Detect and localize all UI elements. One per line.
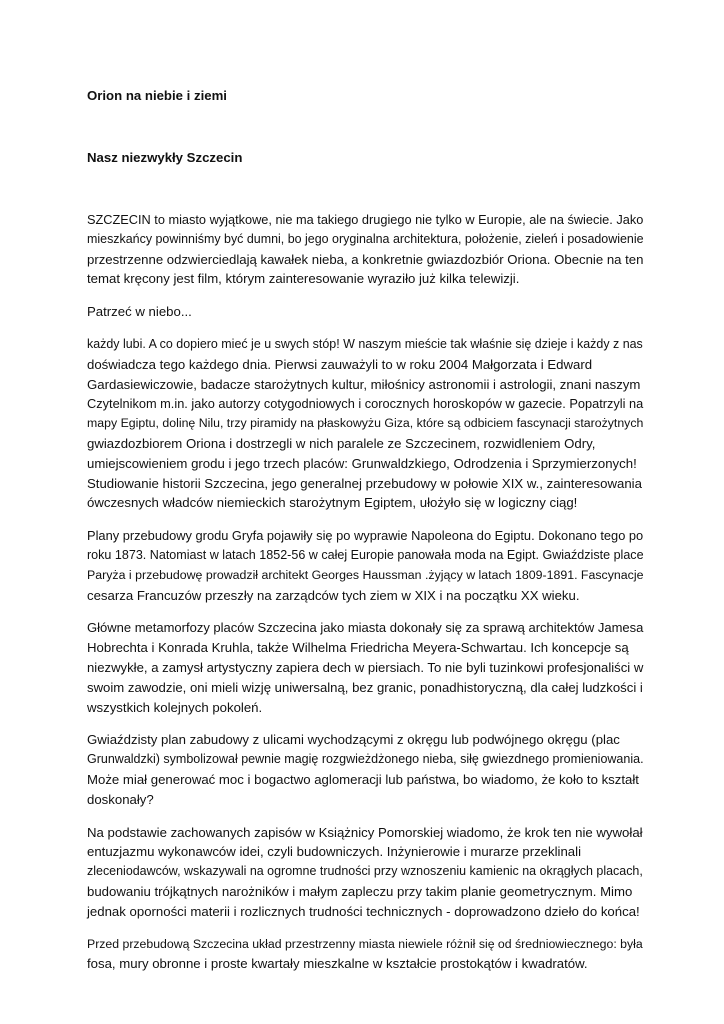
text-line: każdy lubi. A co dopiero mieć je u swych stóp! W naszym mieście tak właśnie się dzieje i każdy z nas — [87, 336, 643, 351]
text-line: Główne metamorfozy placów Szczecina jako miasta dokonały się za sprawą architektów Jamesa — [87, 620, 644, 636]
text-line: mapy Egiptu, dolinę Nilu, trzy piramidy na płaskowyżu Giza, które są odbiciem fascynacji starożytnych — [87, 416, 644, 431]
text-line: Przed przebudową Szczecina układ przestrzenny miasta niewiele różnił się od średniowiecznego: była — [87, 936, 643, 951]
text-line: fosa, mury obronne i proste kwartały mieszkalne w kształcie prostokątów i kwadratów. — [87, 956, 588, 972]
document-body — [87, 210, 643, 987]
text-line: budowaniu trójkątnych narożników i małym zapleczu przy takim planie geometrycznym. Mimo — [87, 883, 633, 899]
text-line: Może miał generować moc i bogactwo aglomeracji lub państwa, bo wiadomo, że koło to kształt — [87, 771, 639, 787]
text-line: temat kręcony jest film, którym zainteresowanie wyraziło już kilka telewizji. — [87, 271, 520, 287]
paragraph — [87, 526, 643, 605]
text-line: Gardasiewiczowie, badacze starożytnych kultur, miłośnicy astronomii i astrologii, znani naszym — [87, 376, 641, 392]
paragraph — [87, 210, 643, 289]
text-line: Studiowanie historii Szczecina, jego generalnej przebudowy w połowie XIX w., zainteresowania — [87, 475, 642, 491]
text-line: Gwiaździsty plan zabudowy z ulicami wychodzącymi z okręgu lub podwójnego okręgu (plac — [87, 732, 620, 748]
text-line: Hobrechta i Konrada Kruhla, także Wilhelma Friedricha Meyera-Schwartau. Ich koncepcje są — [87, 640, 629, 656]
text-line: wszystkich kolejnych pokoleń. — [87, 699, 263, 715]
text-line: niezwykłe, a zamysł artystyczny zapiera dech w piersiach. To nie byli tuzinkowi profesjonaliści w — [87, 659, 644, 675]
text-line: mieszkańcy powinniśmy być dumni, bo jego oryginalna architektura, położenie, zieleń i posadowienie — [87, 231, 644, 246]
text-line: zleceniodawców, wskazywali na ogromne trudności przy wznoszeniu kamienic na okrągłych placach, — [87, 864, 643, 879]
text-line: Czytelnikom m.in. jako autorzy cotygodniowych i corocznych horoskopów w gazecie. Popatrzyli na — [87, 396, 644, 412]
paragraph — [87, 823, 643, 922]
text-line: Plany przebudowy grodu Gryfa pojawiły się po wyprawie Napoleona do Egiptu. Dokonano tego po — [87, 528, 644, 544]
paragraph — [87, 335, 643, 513]
paragraph — [87, 618, 643, 717]
text-line: Na podstawie zachowanych zapisów w Książnicy Pomorskiej wiadomo, że krok ten nie wywołał — [87, 824, 643, 840]
text-line: Paryża i przebudowę prowadził architekt Georges Haussman .żyjący w latach 1809-1891. Fascynacje — [87, 567, 644, 582]
text-line: swoim zawodzie, oni mieli wizję uniwersalną, bez granic, ponadhistoryczną, dla całej ludzkości i — [87, 679, 643, 695]
text-line: roku 1873. Natomiast w latach 1852-56 w całej Europie panowała moda na Egipt. Gwiaździste place — [87, 547, 644, 562]
text-line: przestrzenne odzwierciedlają kawałek nieba, a konkretnie gwiazdozbiór Oriona. Obecnie na ten — [87, 251, 644, 267]
text-line: doświadcza tego każdego dnia. Pierwsi zauważyli to w roku 2004 Małgorzata i Edward — [87, 356, 593, 372]
text-line: umiejscowieniem grodu i jego trzech placów: Grunwaldzkiego, Odrodzenia i Sprzymierzonych! — [87, 455, 637, 471]
text-line: doskonały? — [87, 791, 154, 807]
text-line: cesarza Francuzów przeszły na zarządców tych ziem w XIX i na początku XX wieku. — [87, 587, 580, 603]
paragraph — [87, 935, 643, 975]
document-subtitle: Nasz niezwykły Szczecin — [87, 150, 243, 165]
text-line: gwiazdozbiorem Oriona i dostrzegli w nich paralele ze Szczecinem, rozwidleniem Odry, — [87, 435, 596, 451]
paragraph — [87, 730, 643, 809]
text-line: entuzjazmu wykonawców idei, czyli budowniczych. Inżynierowie i murarze przeklinali — [87, 844, 581, 860]
paragraph — [87, 302, 643, 322]
document-title: Orion na niebie i ziemi — [87, 88, 227, 103]
text-line: jednak oporności materii i rozlicznych trudności technicznych - doprowadzono dzieło do końca! — [87, 903, 640, 919]
text-line: ówczesnych władców niemieckich starożytnym Egiptem, ułożyło się w logiczny ciąg! — [87, 495, 578, 511]
text-line: SZCZECIN to miasto wyjątkowe, nie ma takiego drugiego nie tylko w Europie, ale na świecie. Jako — [87, 212, 644, 227]
text-line: Patrzeć w niebo... — [87, 304, 192, 320]
text-line: Grunwaldzki) symbolizował pewnie magię rozgwieżdżonego nieba, siłę gwiezdnego promieniowania. — [87, 752, 644, 767]
